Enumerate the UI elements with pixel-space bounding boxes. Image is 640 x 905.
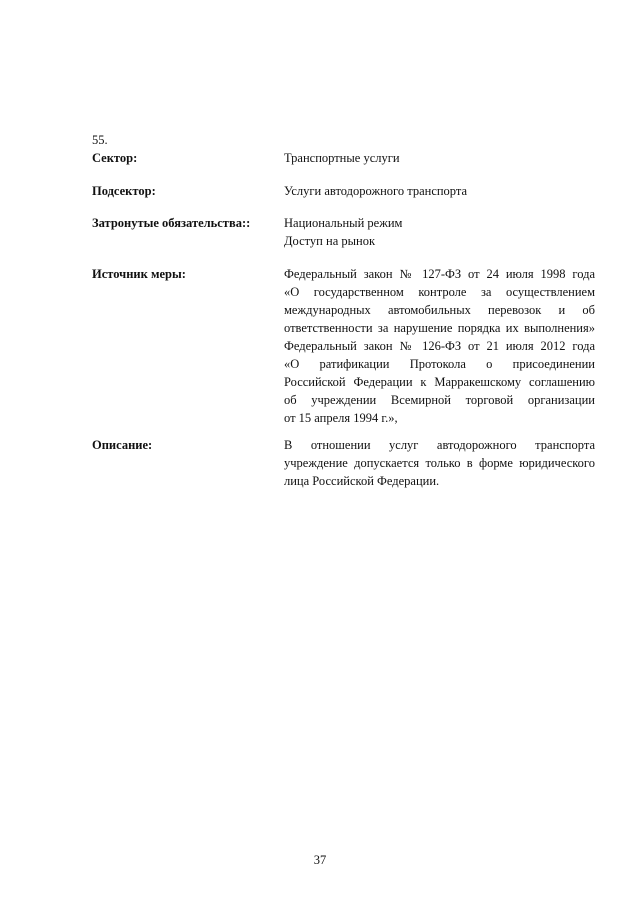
obligations-value [284, 214, 595, 250]
sector-value [284, 149, 595, 167]
measure-source-line: «О государственном контроле за осуществлением [284, 285, 595, 299]
measure-source-line: об учреждении Всемирной торговой организации [284, 393, 595, 407]
entry-number: 55. [92, 133, 108, 147]
measure-source-line: ответственности за нарушение порядка их выполнения» [284, 321, 595, 335]
description-value [284, 436, 595, 490]
subsector-label: Подсектор: [92, 184, 156, 198]
measure-source-line: от 15 апреля 1994 г.», [284, 411, 398, 425]
description-line: учреждение допускается только в форме юридического [284, 456, 595, 470]
measure-source-value [284, 265, 595, 427]
measure-source-line: Федеральный закон № 127-ФЗ от 24 июля 1998 года [284, 267, 595, 281]
obligations-value-line: Национальный режим [284, 216, 403, 230]
measure-source-line: «О ратификации Протокола о присоединении [284, 357, 595, 371]
obligations-value-line: Доступ на рынок [284, 234, 376, 248]
subsector-value-line: Услуги автодорожного транспорта [284, 184, 468, 198]
obligations-label: Затронутые обязательства:: [92, 216, 251, 230]
description-line: лица Российской Федерации. [284, 474, 440, 488]
page-number: 37 [313, 853, 327, 867]
measure-source-line: Российской Федерации к Марракешскому соглашению [284, 375, 595, 389]
description-label: Описание: [92, 438, 153, 452]
sector-label: Сектор: [92, 151, 138, 165]
sector-value-line: Транспортные услуги [284, 151, 400, 165]
measure-source-line: Федеральный закон № 126-ФЗ от 21 июля 2012 года [284, 339, 595, 353]
measure-source-line: международных автомобильных перевозок и об [284, 303, 595, 317]
measure-source-label: Источник меры: [92, 267, 186, 281]
description-line: В отношении услуг автодорожного транспорта [284, 438, 595, 452]
subsector-value [284, 182, 595, 200]
